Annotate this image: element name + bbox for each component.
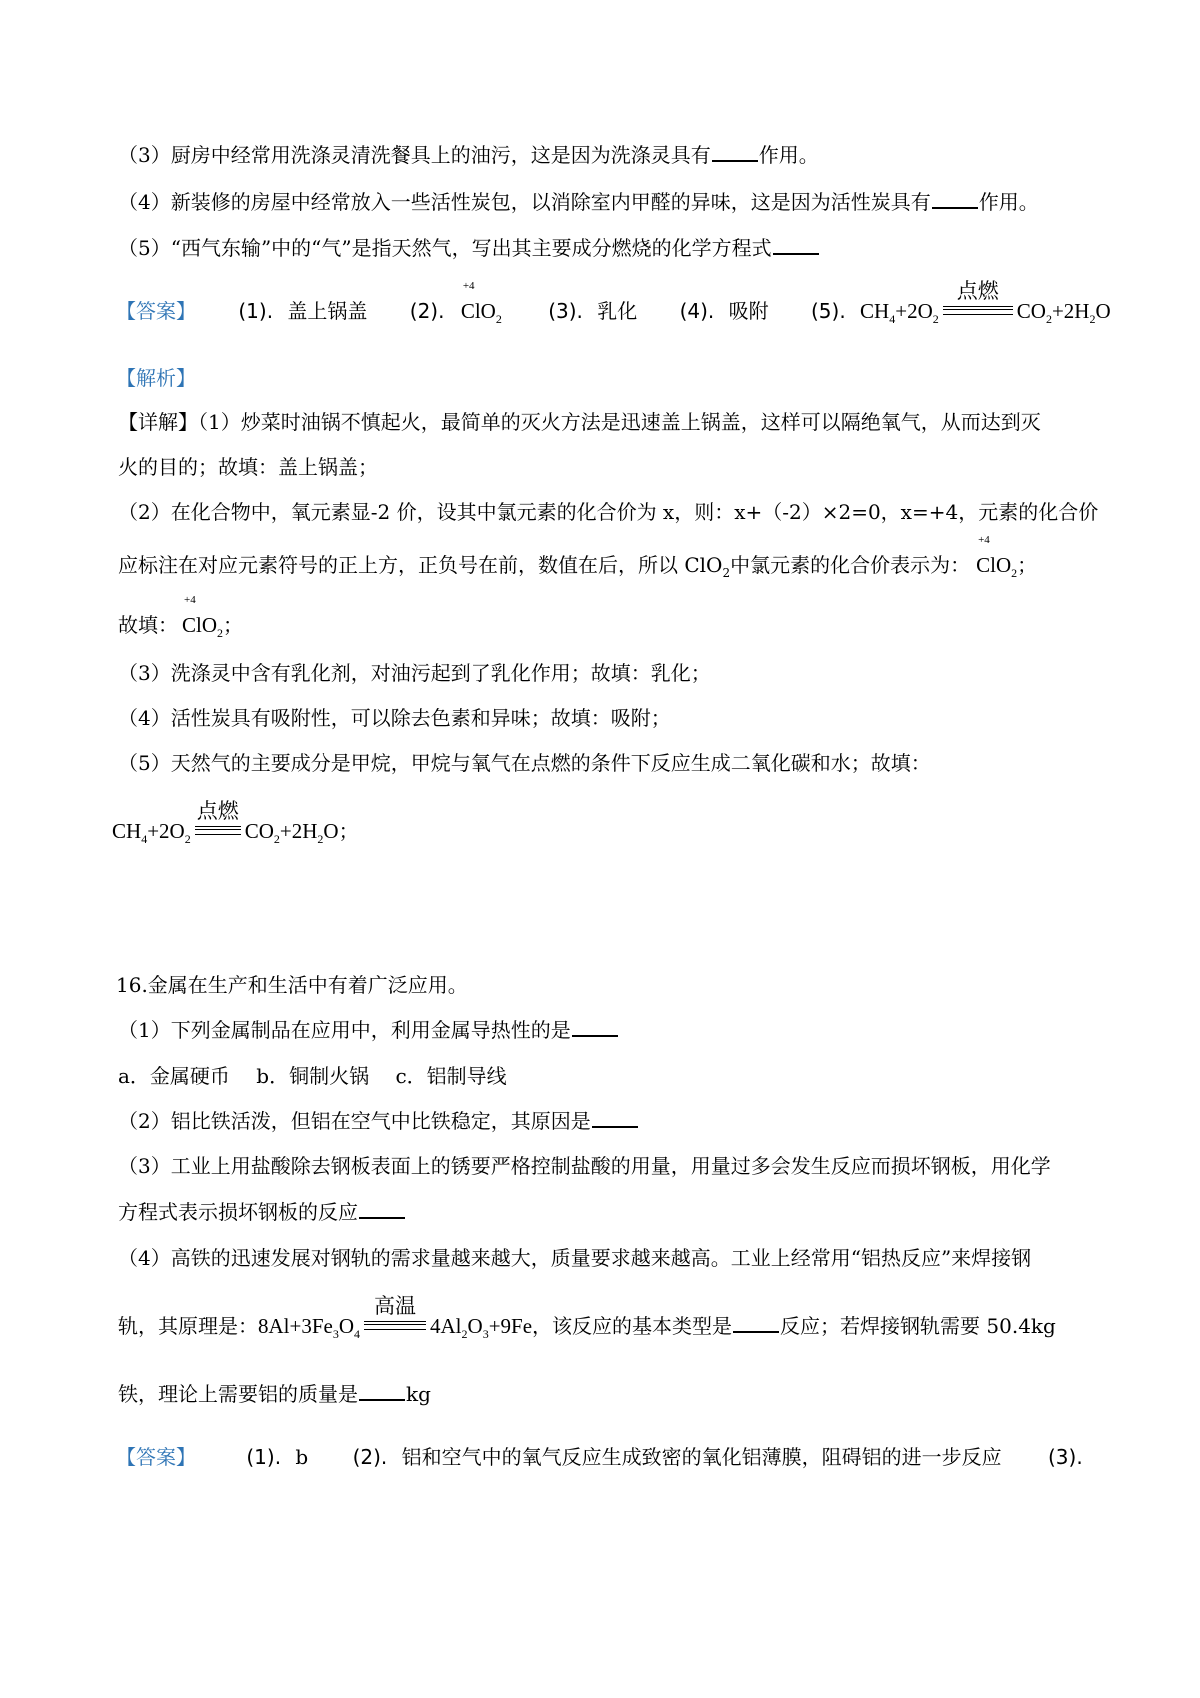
- q16-part4-end: [118, 1381, 431, 1407]
- answer-blank[interactable]: [712, 144, 758, 162]
- subscript: 2: [722, 566, 731, 580]
- combustion-equation: [112, 799, 339, 846]
- subscript: 2: [932, 312, 939, 326]
- equal-bars: [943, 306, 1013, 315]
- answer-5-equation: [860, 279, 1111, 326]
- answer-num-2: (2).: [409, 299, 445, 323]
- fill-label: 故填：: [118, 613, 178, 637]
- q16-part4-text: 铁，理论上需要铝的质量是: [118, 1382, 358, 1406]
- formula-part: O: [995, 553, 1012, 577]
- condition-label: 点燃: [956, 279, 999, 303]
- q16-part4: （4）高铁的迅速发展对钢轨的需求量越来越大，质量要求越来越高。工业上经常用“铝热反应”来焊接钢: [118, 1246, 1032, 1270]
- detail-2-text: 应标注在对应元素符号的正上方，正负号在前，数值在后，所以 ClO: [118, 553, 723, 577]
- detail-2-cont: [118, 534, 1038, 580]
- answer-2-formula: [460, 280, 502, 326]
- answer-16: [116, 1444, 1083, 1470]
- answer-label: 【答案】: [116, 1445, 196, 1469]
- punctuation: ；: [223, 613, 244, 637]
- answer-blank[interactable]: [359, 1201, 405, 1219]
- subscript: 3: [332, 1327, 339, 1341]
- q15-part3-text: （3）厨房中经常用洗涤灵清洗餐具上的油污，这是因为洗涤灵具有: [118, 143, 711, 167]
- answer-2: 铝和空气中的氧气反应生成致密的氧化铝薄膜，阻碍铝的进一步反应: [401, 1445, 1002, 1469]
- punctuation: ；: [338, 819, 359, 843]
- formula-part: +2H: [1051, 299, 1090, 323]
- unit-label: kg: [406, 1382, 431, 1406]
- answer-blank[interactable]: [932, 191, 978, 209]
- q16-part4-cont: [118, 1294, 1056, 1341]
- reaction-condition: [943, 279, 1013, 318]
- reaction-condition: [195, 799, 241, 838]
- formula-part: +2O: [147, 819, 185, 843]
- subscript: 4: [141, 832, 148, 846]
- detail-1: 【详解】（1）炒菜时油锅不慎起火，最简单的灭火方法是迅速盖上锅盖，这样可以隔绝氧气，从而达到灭: [118, 410, 1041, 434]
- subscript: 2: [184, 832, 191, 846]
- q15-part3-end: 作用。: [758, 143, 819, 167]
- q15-part3: [118, 142, 819, 168]
- valence-formula: [182, 594, 224, 640]
- formula-part: CO: [244, 819, 274, 843]
- answer-num-1: (1).: [246, 1445, 282, 1469]
- reaction-condition: [364, 1294, 426, 1333]
- answer-num-1: (1).: [238, 299, 274, 323]
- subscript: 2: [1089, 312, 1096, 326]
- subscript: 3: [482, 1327, 489, 1341]
- formula-part: 4Al: [430, 1314, 462, 1338]
- answer-1: b: [295, 1445, 309, 1469]
- formula-part: O: [1095, 299, 1111, 323]
- detail-2: （2）在化合物中，氧元素显-2 价，设其中氯元素的化合价为 x，则：x+（-2）×2=0，x=+4，元素的化合价: [118, 500, 1099, 524]
- punctuation: ；: [1017, 553, 1038, 577]
- q15-part4-end: 作用。: [978, 190, 1039, 214]
- formula-part: O: [480, 299, 496, 323]
- subscript: 4: [354, 1327, 361, 1341]
- detail-4: （4）活性炭具有吸附性，可以除去色素和异味；故填：吸附；: [118, 706, 671, 730]
- answer-blank[interactable]: [773, 237, 819, 255]
- analysis-label: 【解析】: [116, 366, 196, 390]
- valence-label: +4: [462, 280, 475, 292]
- subscript: 2: [217, 626, 224, 640]
- q15-part4-text: （4）新装修的房屋中经常放入一些活性炭包，以消除室内甲醛的异味，这是因为活性炭具有: [118, 190, 931, 214]
- formula-part: Cl: [460, 299, 481, 323]
- formula-part: O: [467, 1314, 483, 1338]
- formula-part: +9Fe: [488, 1314, 533, 1338]
- answer-num-4: (4).: [679, 299, 715, 323]
- q16-part4-text: 反应；若焊接钢轨需要 50.4kg: [780, 1314, 1056, 1338]
- answer-1: 盖上锅盖: [287, 299, 368, 323]
- formula-part: +2O: [895, 299, 933, 323]
- q15-part5: [118, 235, 820, 261]
- q16-part1: [118, 1017, 619, 1043]
- subscript: 2: [1045, 312, 1052, 326]
- condition-label: 高温: [374, 1294, 417, 1318]
- answer-blank[interactable]: [572, 1019, 618, 1037]
- formula-part: Cl: [976, 553, 996, 577]
- subscript: 2: [495, 312, 502, 326]
- q16-part3: （3）工业上用盐酸除去钢板表面上的锈要严格控制盐酸的用量，用量过多会发生反应而损坏钢板，用化学: [118, 1154, 1051, 1178]
- q16-part2-text: （2）铝比铁活泼，但铝在空气中比铁稳定，其原因是: [118, 1109, 591, 1133]
- detail-1-cont: 火的目的；故填：盖上锅盖；: [118, 455, 378, 479]
- formula-part: 8Al+3Fe: [258, 1314, 333, 1338]
- answer-num-5: (5).: [811, 299, 846, 323]
- answer-4: 吸附: [728, 299, 769, 323]
- q16-part3-text: 方程式表示损坏钢板的反应: [118, 1200, 358, 1224]
- q16-options: a．金属硬币 b．铜制火锅 c．铝制导线: [118, 1064, 507, 1088]
- equal-bars: [195, 826, 241, 835]
- answer-num-2: (2).: [352, 1445, 388, 1469]
- formula-part: O: [323, 819, 339, 843]
- formula-part: +2H: [279, 819, 318, 843]
- answer-label: 【答案】: [116, 299, 196, 323]
- answer-15: [116, 279, 1111, 326]
- subscript: 2: [317, 832, 324, 846]
- detail-5-equation: [112, 799, 359, 846]
- subscript: 4: [889, 312, 896, 326]
- answer-blank[interactable]: [359, 1383, 405, 1401]
- detail-2-fill: [118, 594, 244, 640]
- q16-part4-text: 轨，其原理是：: [118, 1314, 258, 1338]
- q16-part2: [118, 1108, 639, 1134]
- detail-5: （5）天然气的主要成分是甲烷，甲烷与氧气在点燃的条件下反应生成二氧化碳和水；故填：: [118, 751, 931, 775]
- valence-formula: [976, 534, 1018, 580]
- q15-part5-text: （5）“西气东输”中的“气”是指天然气，写出其主要成分燃烧的化学方程式: [118, 236, 772, 260]
- q16-part1-text: （1）下列金属制品在应用中，利用金属导热性的是: [118, 1018, 571, 1042]
- valence-label: +4: [978, 534, 990, 546]
- answer-3: 乳化: [597, 299, 638, 323]
- q16-part3-cont: [118, 1199, 406, 1225]
- equal-bars: [364, 1321, 426, 1330]
- detail-3: （3）洗涤灵中含有乳化剂，对油污起到了乳化作用；故填：乳化；: [118, 661, 711, 685]
- q16-part4-text: ，该反应的基本类型是: [532, 1314, 733, 1338]
- formula-part: O: [338, 1314, 355, 1338]
- answer-num-3: (3).: [548, 299, 583, 323]
- answer-blank[interactable]: [592, 1110, 638, 1128]
- subscript: 2: [1011, 566, 1018, 580]
- answer-blank[interactable]: [733, 1315, 779, 1333]
- valence-label: +4: [184, 594, 196, 606]
- formula-part: CH: [112, 819, 142, 843]
- formula-part: O: [201, 613, 218, 637]
- formula-part: CO: [1016, 299, 1046, 323]
- subscript: 2: [273, 832, 280, 846]
- q15-part4: [118, 189, 1039, 215]
- formula-part: Cl: [182, 613, 202, 637]
- formula-part: CH: [860, 299, 890, 323]
- answer-num-3: (3).: [1047, 1445, 1083, 1469]
- q16-title: 16.金属在生产和生活中有着广泛应用。: [116, 973, 468, 997]
- subscript: 2: [461, 1327, 468, 1341]
- condition-label: 点燃: [196, 799, 239, 823]
- thermite-equation: [258, 1294, 533, 1341]
- detail-2-text: 中氯元素的化合价表示为：: [730, 553, 971, 577]
